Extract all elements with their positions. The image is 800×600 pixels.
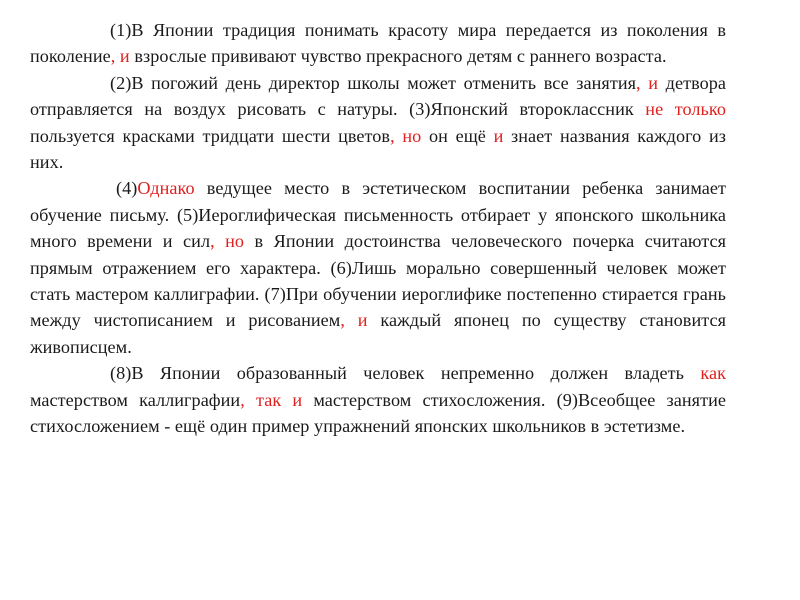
- text-run: мастерством стихосложения. (9)Всеобщее занятие стихосложением - ещё один пример упражнений японских школьников в эстетизме.: [30, 389, 726, 437]
- highlighted-connector: и: [648, 72, 659, 93]
- text-run: (1)В Японии традиция понимать красоту мира передается из поколения в поколение: [30, 20, 726, 67]
- text-block: [30, 17, 726, 440]
- highlighted-connector: , но: [390, 125, 422, 146]
- paragraph-3: [30, 175, 726, 360]
- highlighted-connector: Однако: [137, 178, 195, 199]
- text-run: В погожий день директор школы может отменить все занятия: [131, 72, 637, 93]
- text-run: ведущее место в эстетическом воспитании ребенка занимает обучение письму. (5)Иероглифическая письменность отбирает у японского школьника много времени и сил: [30, 178, 726, 252]
- highlighted-connector: , но: [210, 231, 245, 252]
- text-run: мастерством каллиграфии: [30, 389, 241, 410]
- text-run: знает названия каждого из них.: [30, 125, 727, 173]
- text-run: (8): [110, 363, 132, 384]
- highlighted-connector: ,: [636, 72, 641, 93]
- paragraph-2: [30, 70, 726, 176]
- text-run: он ещё: [421, 125, 494, 146]
- text-run: в Японии достоинства человеческого почерка считаются прямым отражением его характера. (6)Лишь морально совершенный человек может стать мастером каллиграфии. (7)При обучении иероглифике постепенно стирается грань между чистописанием и рисованием: [30, 231, 727, 331]
- highlighted-connector: , так и: [240, 389, 303, 410]
- text-run: (2): [110, 72, 132, 93]
- highlighted-connector: как: [700, 363, 726, 384]
- text-run: взрослые прививают чувство прекрасного детям с раннего возраста.: [129, 46, 667, 67]
- highlighted-connector: , и: [110, 46, 130, 67]
- text-run: каждый японец по существу становится живописцем.: [30, 310, 726, 357]
- text-run: (4): [116, 178, 138, 199]
- highlighted-connector: и: [493, 125, 504, 146]
- text-run: В Японии образованный человек непременно должен владеть: [131, 363, 701, 384]
- text-run: пользуется красками тридцати шести цветов: [30, 125, 391, 146]
- highlighted-connector: не только: [645, 99, 726, 120]
- paragraph-1: [30, 17, 726, 70]
- text-run: детвора отправляется на воздух рисовать с натуры. (3)Японский второклассник: [30, 72, 726, 120]
- highlighted-connector: , и: [340, 310, 368, 331]
- paragraph-4: [30, 360, 726, 439]
